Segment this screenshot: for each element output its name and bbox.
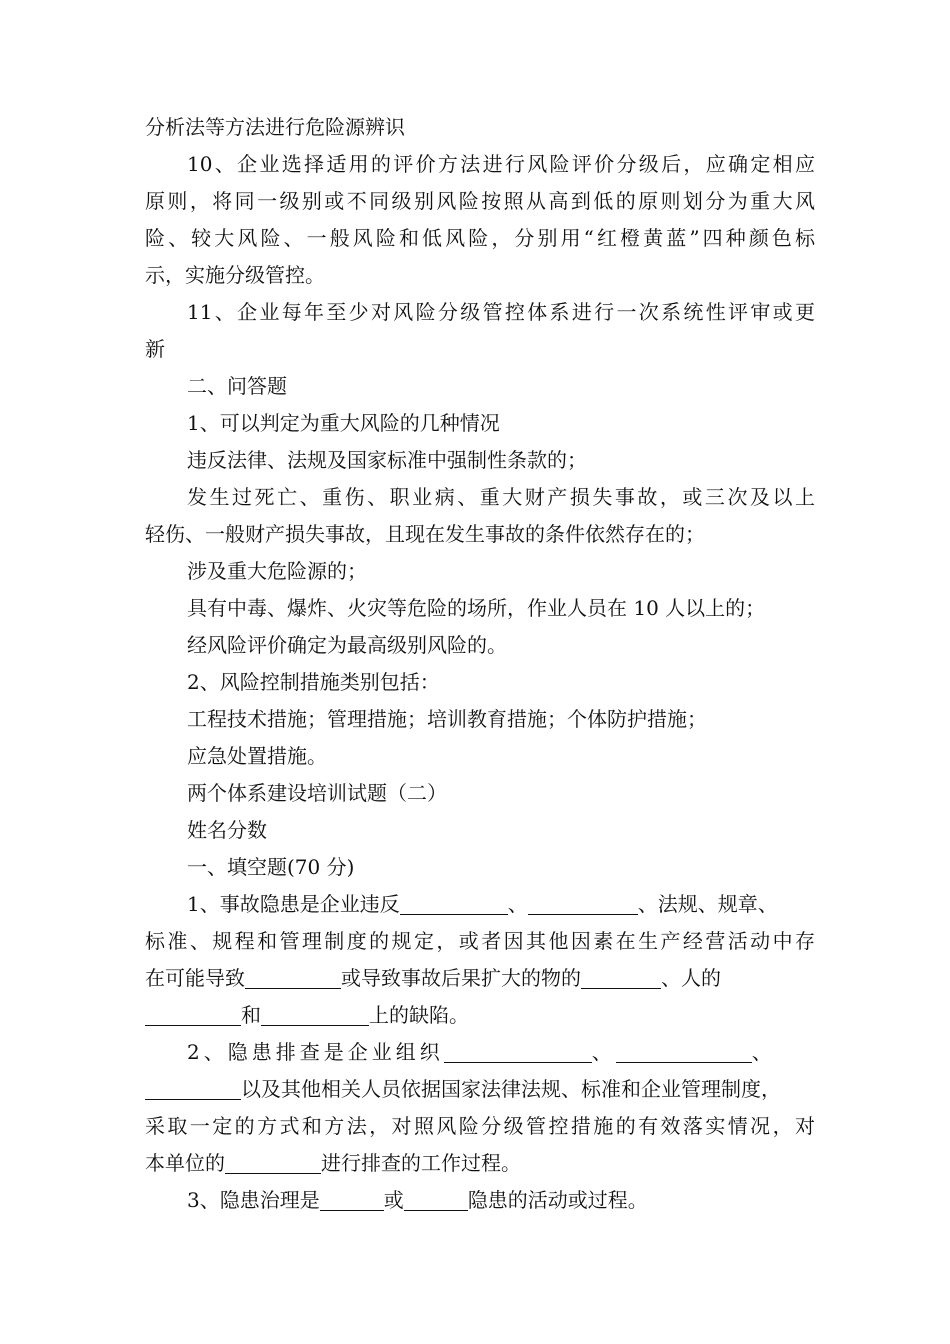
text-line: 险、较大风险、一般风险和低风险，分别用“红橙黄蓝”四种颜色标 <box>145 226 815 250</box>
test-title: 两个体系建设培训试题（二） <box>187 781 447 805</box>
fill-question-1-line3 <box>145 963 815 993</box>
question-heading-2: 2、风险控制措施类别包括： <box>187 670 440 694</box>
q2-text: 进行排查的工作过程。 <box>321 1151 521 1175</box>
fill-question-2-line2 <box>145 1074 815 1104</box>
text-line: 经风险评价确定为最高级别风险的。 <box>187 633 507 657</box>
q2-text: 2、隐患排查是企业组织 <box>187 1040 444 1064</box>
text-line: 示，实施分级管控。 <box>145 263 325 287</box>
name-score-line: 姓名分数 <box>187 818 267 842</box>
q2-text: 、 <box>591 1040 616 1064</box>
text-line: 工程技术措施；管理措施；培训教育措施；个体防护措施； <box>187 707 707 731</box>
fill-question-3 <box>187 1185 815 1215</box>
question-heading-1: 1、可以判定为重大风险的几种情况 <box>187 411 500 435</box>
q2-text: 、 <box>751 1040 776 1064</box>
text-line: 违反法律、法规及国家标准中强制性条款的； <box>187 448 587 472</box>
text-line: 发生过死亡、重伤、职业病、重大财产损失事故，或三次及以上 <box>187 485 815 509</box>
text-line: 新 <box>145 337 165 361</box>
q1-text: 1、事故隐患是企业违反 <box>187 892 400 916</box>
text-line: 涉及重大危险源的； <box>187 559 367 583</box>
answer-blank[interactable] <box>581 968 661 989</box>
answer-blank[interactable] <box>225 1153 321 1174</box>
q1-text: 和 <box>241 1003 261 1027</box>
text-line: 轻伤、一般财产损失事故，且现在发生事故的条件依然存在的； <box>145 522 705 546</box>
section-heading-fill: 一、填空题(70 分) <box>187 855 355 879</box>
paragraph-item-11: 11、企业每年至少对风险分级管控体系进行一次系统性评审或更 <box>187 300 815 324</box>
answer-blank[interactable] <box>145 1005 241 1026</box>
q2-text: 以及其他相关人员依据国家法律法规、标准和企业管理制度， <box>241 1077 781 1101</box>
answer-blank[interactable] <box>145 1079 241 1100</box>
text-line: 分析法等方法进行危险源辨识 <box>145 115 405 139</box>
fill-question-1-line4 <box>145 1000 815 1030</box>
q1-text: 、 <box>507 892 528 916</box>
answer-blank[interactable] <box>616 1042 752 1063</box>
answer-blank[interactable] <box>444 1042 592 1063</box>
q1-text: 、法规、规章、 <box>637 892 778 916</box>
q1-text: 在可能导致 <box>145 966 245 990</box>
answer-blank[interactable] <box>245 968 341 989</box>
q1-text: 上的缺陷。 <box>369 1003 469 1027</box>
text-line: 具有中毒、爆炸、火灾等危险的场所，作业人员在 10 人以上的； <box>187 596 766 620</box>
fill-question-2-line4 <box>145 1148 815 1178</box>
answer-blank[interactable] <box>528 894 638 915</box>
answer-blank[interactable] <box>320 1190 384 1211</box>
q2-text: 本单位的 <box>145 1151 225 1175</box>
text-line: 原则，将同一级别或不同级别风险按照从高到低的原则划分为重大风 <box>145 189 815 213</box>
paragraph-item-10: 10、企业选择适用的评价方法进行风险评价分级后，应确定相应 <box>187 152 815 176</box>
fill-question-2 <box>187 1037 815 1067</box>
text-line: 应急处置措施。 <box>187 744 327 768</box>
fill-question-1 <box>187 889 815 919</box>
q1-text: 或导致事故后果扩大的物的 <box>341 966 581 990</box>
text-line: 标准、规程和管理制度的规定，或者因其他因素在生产经营活动中存 <box>145 929 815 953</box>
answer-blank[interactable] <box>261 1005 369 1026</box>
q3-text: 3、隐患治理是 <box>187 1188 320 1212</box>
section-heading-qa: 二、问答题 <box>187 374 287 398</box>
answer-blank[interactable] <box>400 894 508 915</box>
q1-text: 、人的 <box>661 966 721 990</box>
q3-text: 隐患的活动或过程。 <box>467 1188 648 1212</box>
answer-blank[interactable] <box>404 1190 468 1211</box>
q3-text: 或 <box>383 1188 404 1212</box>
text-line: 采取一定的方式和方法，对照风险分级管控措施的有效落实情况，对 <box>145 1114 815 1138</box>
